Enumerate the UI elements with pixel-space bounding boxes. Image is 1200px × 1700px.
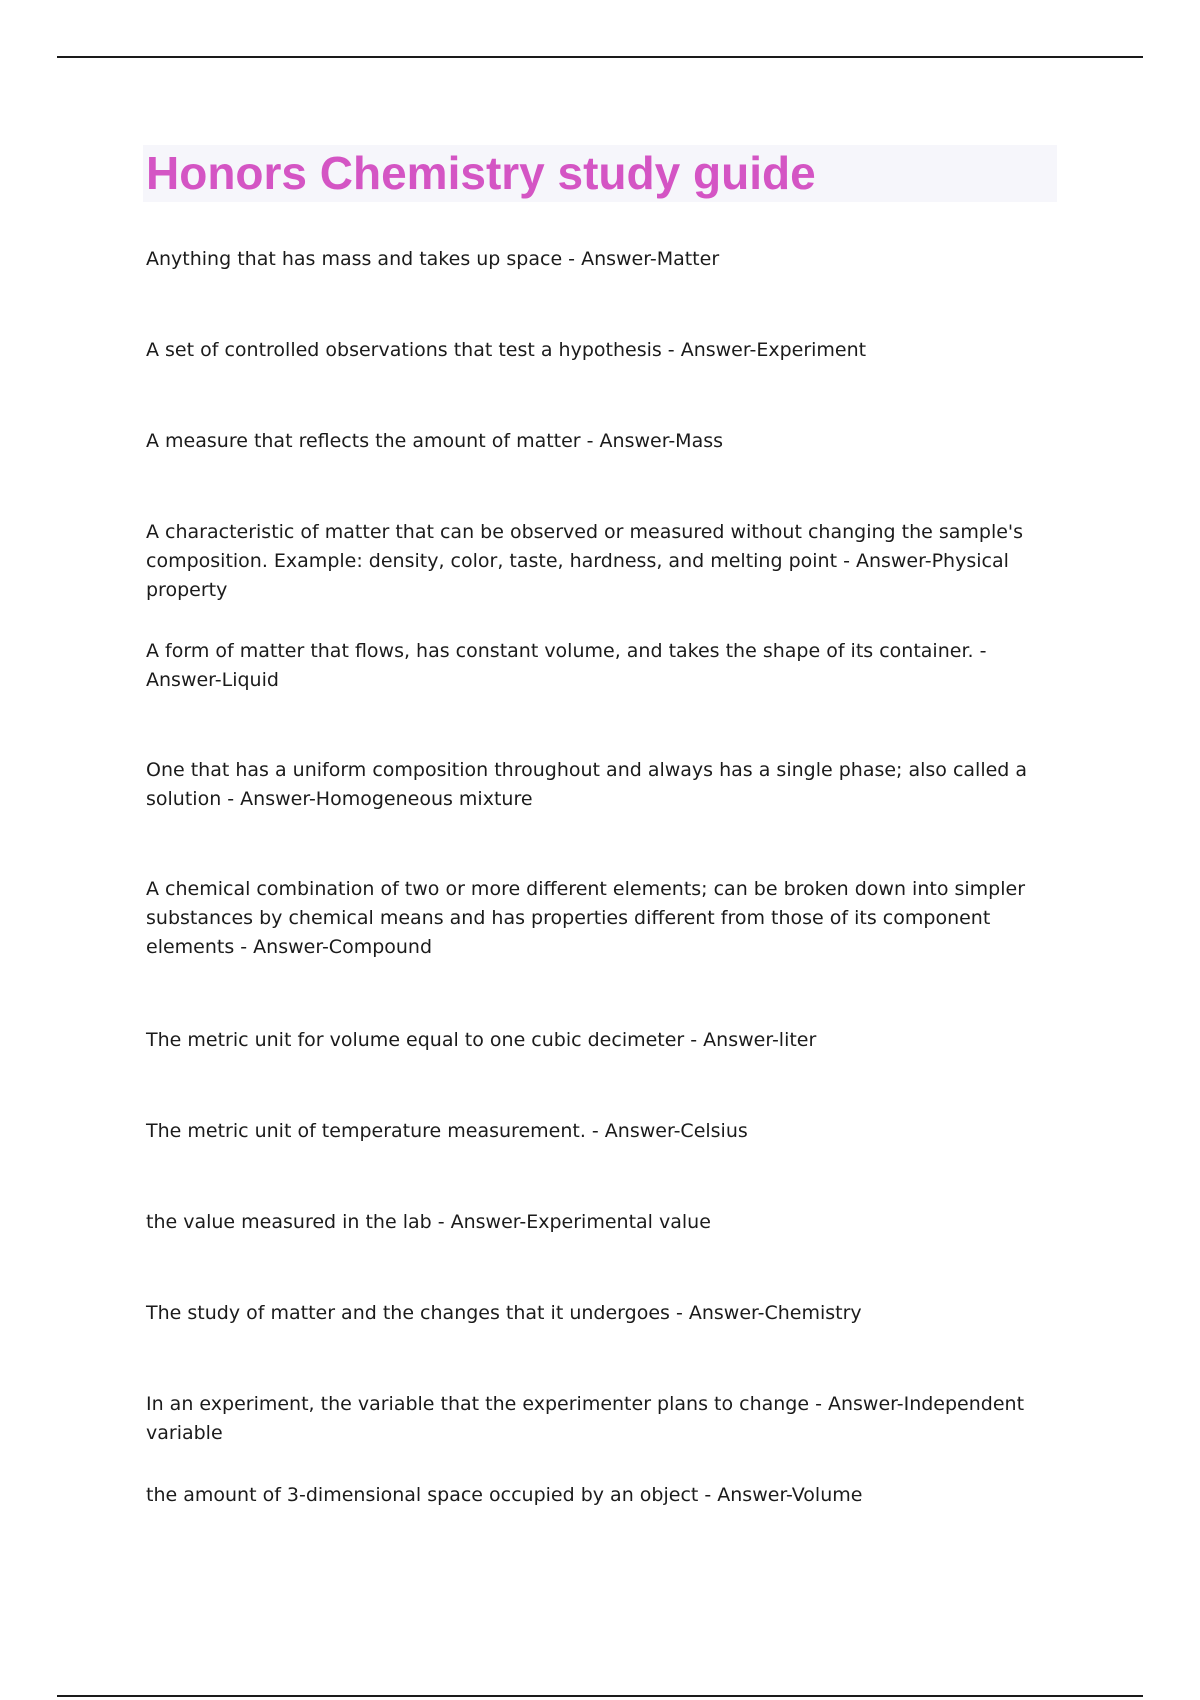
- qa-entry-celsius: The metric unit of temperature measurement. - Answer-Celsius: [146, 1120, 748, 1142]
- header-rule: [57, 56, 1143, 58]
- qa-entry-experimental-value: the value measured in the lab - Answer-Experimental value: [146, 1211, 711, 1233]
- page-title: Honors Chemistry study guide: [146, 147, 816, 199]
- qa-entry-physical-property: A characteristic of matter that can be observed or measured without changing the sample's composition. Example: density, color, taste, hardness, and melting point - Answer-Physical property: [146, 521, 1024, 601]
- qa-entry-experiment: A set of controlled observations that test a hypothesis - Answer-Experiment: [146, 339, 867, 361]
- footer-rule: [57, 1695, 1143, 1697]
- qa-entry-independent-variable: In an experiment, the variable that the experimenter plans to change - Answer-Independent variable: [146, 1393, 1025, 1444]
- qa-entry-mass: A measure that reflects the amount of matter - Answer-Mass: [146, 430, 724, 452]
- qa-entry-matter: Anything that has mass and takes up space - Answer-Matter: [146, 248, 720, 270]
- qa-entry-liquid: A form of matter that flows, has constant volume, and takes the shape of its container. - Answer-Liquid: [146, 640, 987, 691]
- qa-entry-chemistry: The study of matter and the changes that it undergoes - Answer-Chemistry: [146, 1302, 862, 1324]
- qa-entry-compound: A chemical combination of two or more different elements; can be broken down into simpler substances by chemical means and has properties different from those of its component elements - Answer-Compound: [146, 878, 1026, 958]
- qa-entry-volume: the amount of 3-dimensional space occupied by an object - Answer-Volume: [146, 1484, 863, 1506]
- qa-entry-liter: The metric unit for volume equal to one cubic decimeter - Answer-liter: [146, 1029, 817, 1051]
- qa-entry-homogeneous-mixture: One that has a uniform composition throughout and always has a single phase; also called a solution - Answer-Homogeneous mixture: [146, 759, 1028, 810]
